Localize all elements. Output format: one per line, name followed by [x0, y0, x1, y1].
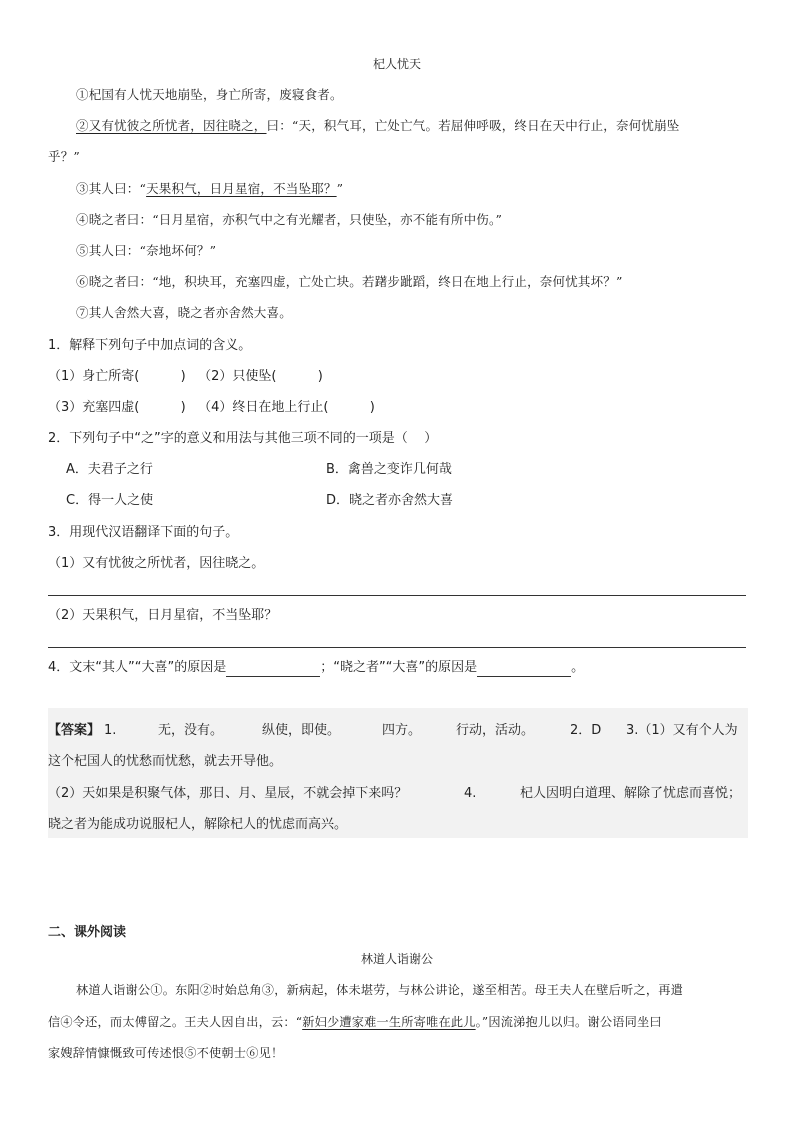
underlined-quote: 新妇少遭家难一生所寄唯在此儿: [302, 1015, 476, 1029]
option-a: A．夫君子之行: [66, 462, 153, 477]
answer-item-4: 四方。: [382, 723, 422, 738]
line-2-suffix: 。”因流涕抱儿以归。谢公语同坐曰: [475, 1015, 662, 1029]
answer-line-3c: 杞人因明白道理、解除了忧虑而喜悦；: [520, 786, 742, 801]
option-c: C．得一人之使: [66, 493, 154, 508]
answer-line-4: 晓之者为能成功说服杞人，解除杞人的忧虑而高兴。: [48, 817, 348, 832]
passage-para-2: [76, 117, 680, 135]
passage-para-2-cont: 乎？”: [48, 149, 80, 164]
question-3-stem: 3．用现代汉语翻译下面的句子。: [48, 525, 239, 540]
para-3-prefix: ③其人曰：“: [76, 181, 147, 196]
q4-part-2: ；“晓之者”“大喜”的原因是: [320, 660, 478, 675]
answer-line-3b: 4.: [464, 786, 477, 801]
answer-item-3: 纵使，即使。: [262, 723, 341, 738]
question-3-sub-2: （2）天果积气，日月星宿，不当坠耶？: [48, 608, 278, 623]
section-2-line-1: 林道人诣谢公①。东阳②时始总角③，新病起，体未堪劳，与林公讲论，遂至相苦。母王夫人在壁后听之，再遣: [76, 983, 683, 997]
answer-item-5: 行动，活动。: [456, 723, 535, 738]
option-b: B．禽兽之变诈几何哉: [326, 462, 452, 477]
option-d: D．晓之者亦舍然大喜: [326, 493, 454, 508]
question-3-sub-1: （1）又有忧彼之所忧者，因往晓之。: [48, 556, 265, 571]
answer-line-3a: （2）天如果是积聚气体，那日、月、星辰，不就会掉下来吗？: [48, 786, 408, 801]
q4-part-1: 4．文末“其人”“大喜”的原因是: [48, 660, 227, 675]
passage-para-5: ⑤其人曰：“奈地坏何？”: [76, 243, 217, 258]
question-2-stem: 2．下列句子中“之”字的意义和用法与其他三项不同的一项是（ ）: [48, 431, 438, 446]
answer-label: 【答案】: [48, 723, 101, 738]
underlined-question: 天果积气，日月星宿，不当坠耶？: [146, 181, 337, 196]
section-2-line-3: 家嫂辞情慷慨致可传述恨⑤不使朝士⑥见！: [48, 1046, 284, 1060]
passage-para-6: ⑥晓之者曰：“地，积块耳，充塞四虚，亡处亡块。若躇步跐蹈，终日在地上行止，奈何忧其坏？”: [76, 274, 623, 289]
passage-para-1: ①杞国有人忧天地崩坠，身亡所寄，废寝食者。: [76, 87, 343, 102]
question-4: [48, 659, 584, 677]
question-1-stem: 1．解释下列句子中加点词的含义。: [48, 338, 252, 353]
section-2-heading: 二、课外阅读: [48, 925, 127, 940]
answer-item-2: 无，没有。: [158, 723, 224, 738]
passage-para-2-rest: 曰：“天，积气耳，亡处亡气。若屈伸呼吸，终日在天中行止，奈何忧崩坠: [266, 118, 680, 133]
answer-item-1: 1.: [104, 723, 117, 738]
fill-blank-1[interactable]: [226, 662, 320, 677]
passage-title: 杞人忧天: [372, 57, 421, 71]
line-2-prefix: 信④令还，而太傅留之。王夫人因自出，云：“: [48, 1015, 303, 1029]
q4-part-3: 。: [571, 660, 585, 675]
passage-para-4: ④晓之者曰：“日月星宿，亦积气中之有光耀者，只使坠，亦不能有所中伤。”: [76, 212, 503, 227]
answer-line-2: 这个杞国人的忧愁而忧愁，就去开导他。: [48, 754, 283, 769]
question-1-row-2: （3）充塞四虚( ) （4）终日在地上行止( ): [48, 400, 375, 415]
passage-para-7: ⑦其人舍然大喜，晓之者亦舍然大喜。: [76, 305, 292, 320]
underlined-sentence: ②又有忧彼之所忧者，因往晓之，: [76, 118, 267, 133]
answer-rule-2: [48, 647, 746, 648]
section-2-title: 林道人诣谢公: [360, 952, 433, 966]
answer-item-7: 3.（1）又有个人为: [626, 723, 738, 738]
section-2-line-2: [48, 1013, 662, 1031]
answer-item-6: 2．D: [570, 723, 602, 738]
question-1-row-1: （1）身亡所寄( ) （2）只使坠( ): [48, 369, 323, 384]
answer-rule-1: [48, 595, 746, 596]
passage-para-3: [76, 180, 343, 198]
para-3-suffix: ”: [336, 181, 344, 196]
answer-line-1: [48, 722, 100, 740]
fill-blank-2[interactable]: [477, 662, 571, 677]
